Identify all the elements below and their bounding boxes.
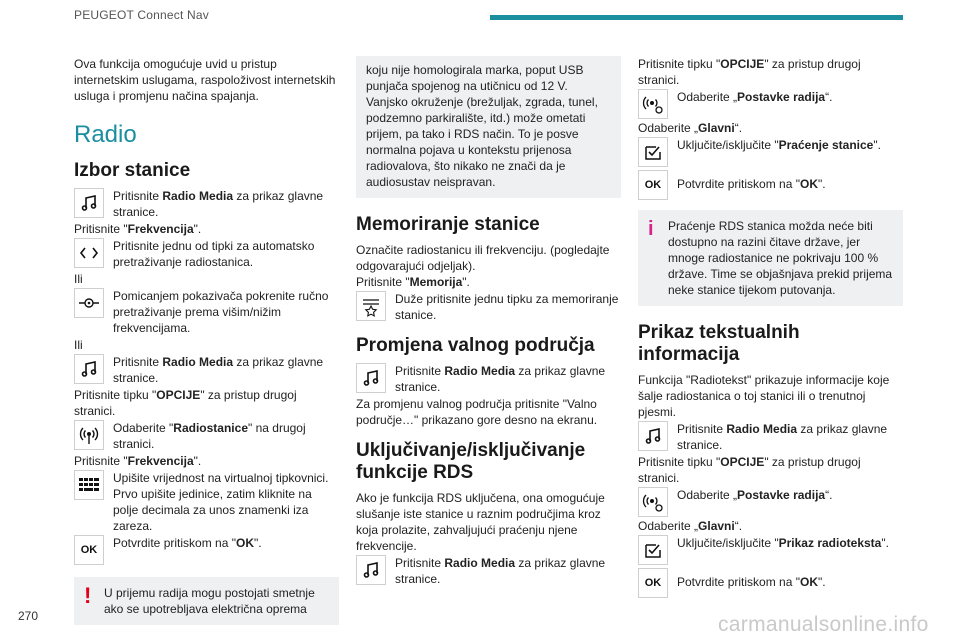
radio-settings-icon xyxy=(638,89,668,119)
music-note-icon xyxy=(74,188,104,218)
instruction-line: Pritisnite "Frekvencija". xyxy=(74,222,202,236)
instruction-line: Pritisnite "Frekvencija". xyxy=(74,454,202,468)
music-note-icon xyxy=(356,555,386,585)
step-radio-media-4 xyxy=(356,555,621,587)
step-text: Potvrdite pritiskom na "OK". xyxy=(677,575,826,589)
ok-button-icon: OK xyxy=(638,568,668,598)
instruction-line: Pritisnite tipku "OPCIJE" za pristup drugoj stranici. xyxy=(74,388,297,418)
step-auto-search xyxy=(74,238,339,270)
or-text: Ili xyxy=(74,272,83,286)
or-text: Ili xyxy=(74,338,83,352)
ok-button-icon: OK xyxy=(74,535,104,565)
heading-valno-podrucje: Promjena valnog područja xyxy=(356,335,595,356)
step-radio-media-2 xyxy=(74,354,339,386)
radio-broadcast-icon xyxy=(74,420,104,450)
step-text: Pomicanjem pokazivača pokrenite ručno pretraživanje prema višim/nižim frekvencijama. xyxy=(113,289,329,335)
checkbox-icon xyxy=(638,535,668,565)
column-3 xyxy=(638,56,903,599)
step-text: Odaberite „Postavke radija“. xyxy=(677,488,833,502)
step-text: Potvrdite pritiskom na "OK". xyxy=(113,536,262,550)
warning-box xyxy=(74,577,339,625)
heading-izbor-stanice: Izbor stanice xyxy=(74,160,191,181)
step-radio-media-3 xyxy=(356,363,621,395)
step-keyboard xyxy=(74,470,339,534)
page-number: 270 xyxy=(18,609,39,623)
step-prikaz-radioteksta xyxy=(638,535,903,565)
keyboard-icon xyxy=(74,470,104,500)
info-icon: i xyxy=(648,218,654,240)
body-text: Funkcija "Radiotekst" prikazuje informacije koje šalje radiostanica o toj stanici ili o trenutnoj pjesmi. xyxy=(638,373,890,419)
radio-settings-icon xyxy=(638,487,668,517)
instruction-line: Pritisnite "Memorija". xyxy=(356,275,470,289)
step-text: Pritisnite Radio Media za prikaz glavne stranice. xyxy=(395,556,606,586)
body-text: Za promjenu valnog područja pritisnite "Valno područje…" prikazano gore desno na ekranu. xyxy=(356,397,598,427)
step-text: Potvrdite pritiskom na "OK". xyxy=(677,177,826,191)
intro-text: Ova funkcija omogućuje uvid u pristup internetskim uslugama, raspoloživost internetskih usluga i promjenu načina spajanja. xyxy=(74,57,336,103)
step-confirm-ok-2 xyxy=(638,568,903,598)
instruction-line: Pritisnite tipku "OPCIJE" za pristup drugoj stranici. xyxy=(638,57,861,87)
step-text: Pritisnite Radio Media za prikaz glavne stranice. xyxy=(113,355,324,385)
step-text: Pritisnite Radio Media za prikaz glavne stranice. xyxy=(395,364,606,394)
heading-prikaz-teksta: Prikaz tekstualnih informacija xyxy=(638,322,800,365)
music-note-icon xyxy=(74,354,104,384)
step-text: Duže pritisnite jednu tipku za memoriranje stanice. xyxy=(395,292,619,322)
header-accent-bar xyxy=(490,15,903,20)
music-note-icon xyxy=(356,363,386,393)
slider-target-icon xyxy=(74,288,104,318)
body-text: Ako je funkcija RDS uključena, ona omogućuje slušanje iste stanice u raznim područjima kroz koja prolazite, zahvaljujući praćenju njene frekvencije. xyxy=(356,491,605,553)
watermark: carmanualsonline.info xyxy=(718,613,929,636)
header-title: PEUGEOT Connect Nav xyxy=(74,8,209,22)
step-text: Upišite vrijednost na virtualnoj tipkovnici. Prvo upišite jedinice, zatim kliknite na polje decimala za unos znamenki iza zareza. xyxy=(113,471,329,533)
step-manual-search xyxy=(74,288,339,336)
step-postavke-radija-2 xyxy=(638,487,903,517)
step-postavke-radija xyxy=(638,89,903,119)
radio-star-icon xyxy=(356,291,386,321)
column-2 xyxy=(356,56,621,588)
step-memorize xyxy=(356,291,621,323)
step-text: Pritisnite Radio Media za prikaz glavne stranice. xyxy=(677,422,888,452)
step-pracenje-stanice xyxy=(638,137,903,167)
column-1 xyxy=(74,56,339,625)
instruction-line: Odaberite „Glavni“. xyxy=(638,519,743,533)
warning-text: koju nije homologirala marka, poput USB punjača spojenog na utičnicu od 12 V. Vanjsko okruženje (brežuljak, zgrada, tunel, podzemno parkiralište, itd.) može ometati prijem, pa tako i RDS način. To je posve normalna pojava u kontekstu prijenosa radiovalova, što nikako ne znači da je audiosustav neispravan. xyxy=(366,63,598,189)
checkbox-icon xyxy=(638,137,668,167)
step-radiostanice xyxy=(74,420,339,452)
step-text: Odaberite "Radiostanice" na drugoj stranici. xyxy=(113,421,306,451)
step-radio-media xyxy=(74,188,339,220)
step-text: Uključite/isključite "Prikaz radioteksta". xyxy=(677,536,889,550)
ok-button-icon: OK xyxy=(638,170,668,200)
chevron-left-right-icon xyxy=(74,238,104,268)
warning-text: U prijemu radija mogu postojati smetnje ako se upotrebljava električna oprema xyxy=(104,586,315,616)
step-confirm-ok xyxy=(638,170,903,200)
step-text: Odaberite „Postavke radija“. xyxy=(677,90,833,104)
section-title-radio: Radio xyxy=(74,121,137,148)
body-text: Označite radiostanicu ili frekvenciju. (pogledajte odgovarajući odjeljak). xyxy=(356,243,610,273)
heading-rds: Uključivanje/isključivanje funkcije RDS xyxy=(356,440,586,483)
step-text: Pritisnite jednu od tipki za automatsko pretraživanje radiostanica. xyxy=(113,239,315,269)
warning-icon: ! xyxy=(84,583,92,608)
instruction-line: Odaberite „Glavni“. xyxy=(638,121,743,135)
heading-memoriranje: Memoriranje stanice xyxy=(356,214,540,235)
info-box xyxy=(638,210,903,306)
music-note-icon xyxy=(638,421,668,451)
step-radio-media-5 xyxy=(638,421,903,453)
step-text: Pritisnite Radio Media za prikaz glavne stranice. xyxy=(113,189,324,219)
step-text: Uključite/isključite "Praćenje stanice". xyxy=(677,138,881,152)
step-confirm-ok xyxy=(74,535,339,565)
instruction-line: Pritisnite tipku "OPCIJE" za pristup drugoj stranici. xyxy=(638,455,861,485)
info-text: Praćenje RDS stanica možda neće biti dostupno na razini čitave države, jer mnoge radiostanice ne pokrivaju 100 % države. Time se objašnjava prekid prijema neke stanice tijekom putovanja. xyxy=(668,219,893,297)
warning-box-continued xyxy=(356,56,621,198)
